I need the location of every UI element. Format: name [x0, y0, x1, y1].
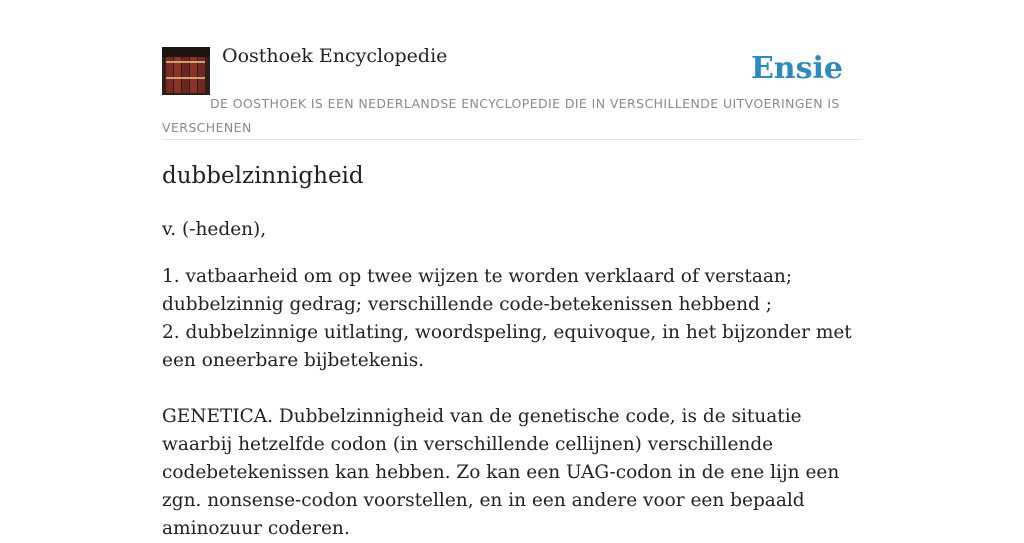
paragraph-gap [162, 375, 862, 403]
entry-body [162, 216, 862, 543]
site-tagline: DE OOSTHOEK IS EEN NEDERLANDSE ENCYCLOPEDIE DIE IN VERSCHILLENDE UITVOERINGEN IS VERSCHENEN [162, 96, 840, 135]
encyclopedia-books-avatar-icon[interactable] [162, 47, 210, 95]
entry-grammar: v. (-heden), [162, 219, 267, 240]
entry-title: dubbelzinnigheid [162, 163, 364, 189]
brand-logo[interactable]: Ensie [750, 51, 843, 86]
entry-sense-2: 2. dubbelzinnige uitlating, woordspeling, equivoque, in het bijzonder met een oneerbare bijbetekenis. [162, 322, 852, 371]
site-header [162, 40, 862, 140]
entry-genetica: GENETICA. Dubbelzinnigheid van de genetische code, is de situatie waarbij hetzelfde codon (in verschillende cellijnen) verschillende codebetekenissen kan hebben. Zo kan een UAG-codon in de ene lijn een zgn. nonsense-codon voorstellen, en in een andere voor een bepaald aminozuur coderen. [162, 406, 840, 539]
site-name[interactable]: Oosthoek Encyclopedie [222, 45, 448, 67]
entry-sense-1: 1. vatbaarheid om op twee wijzen te worden verklaard of verstaan; dubbelzinnig gedrag; verschillende code-betekenissen hebbend ; [162, 266, 793, 315]
